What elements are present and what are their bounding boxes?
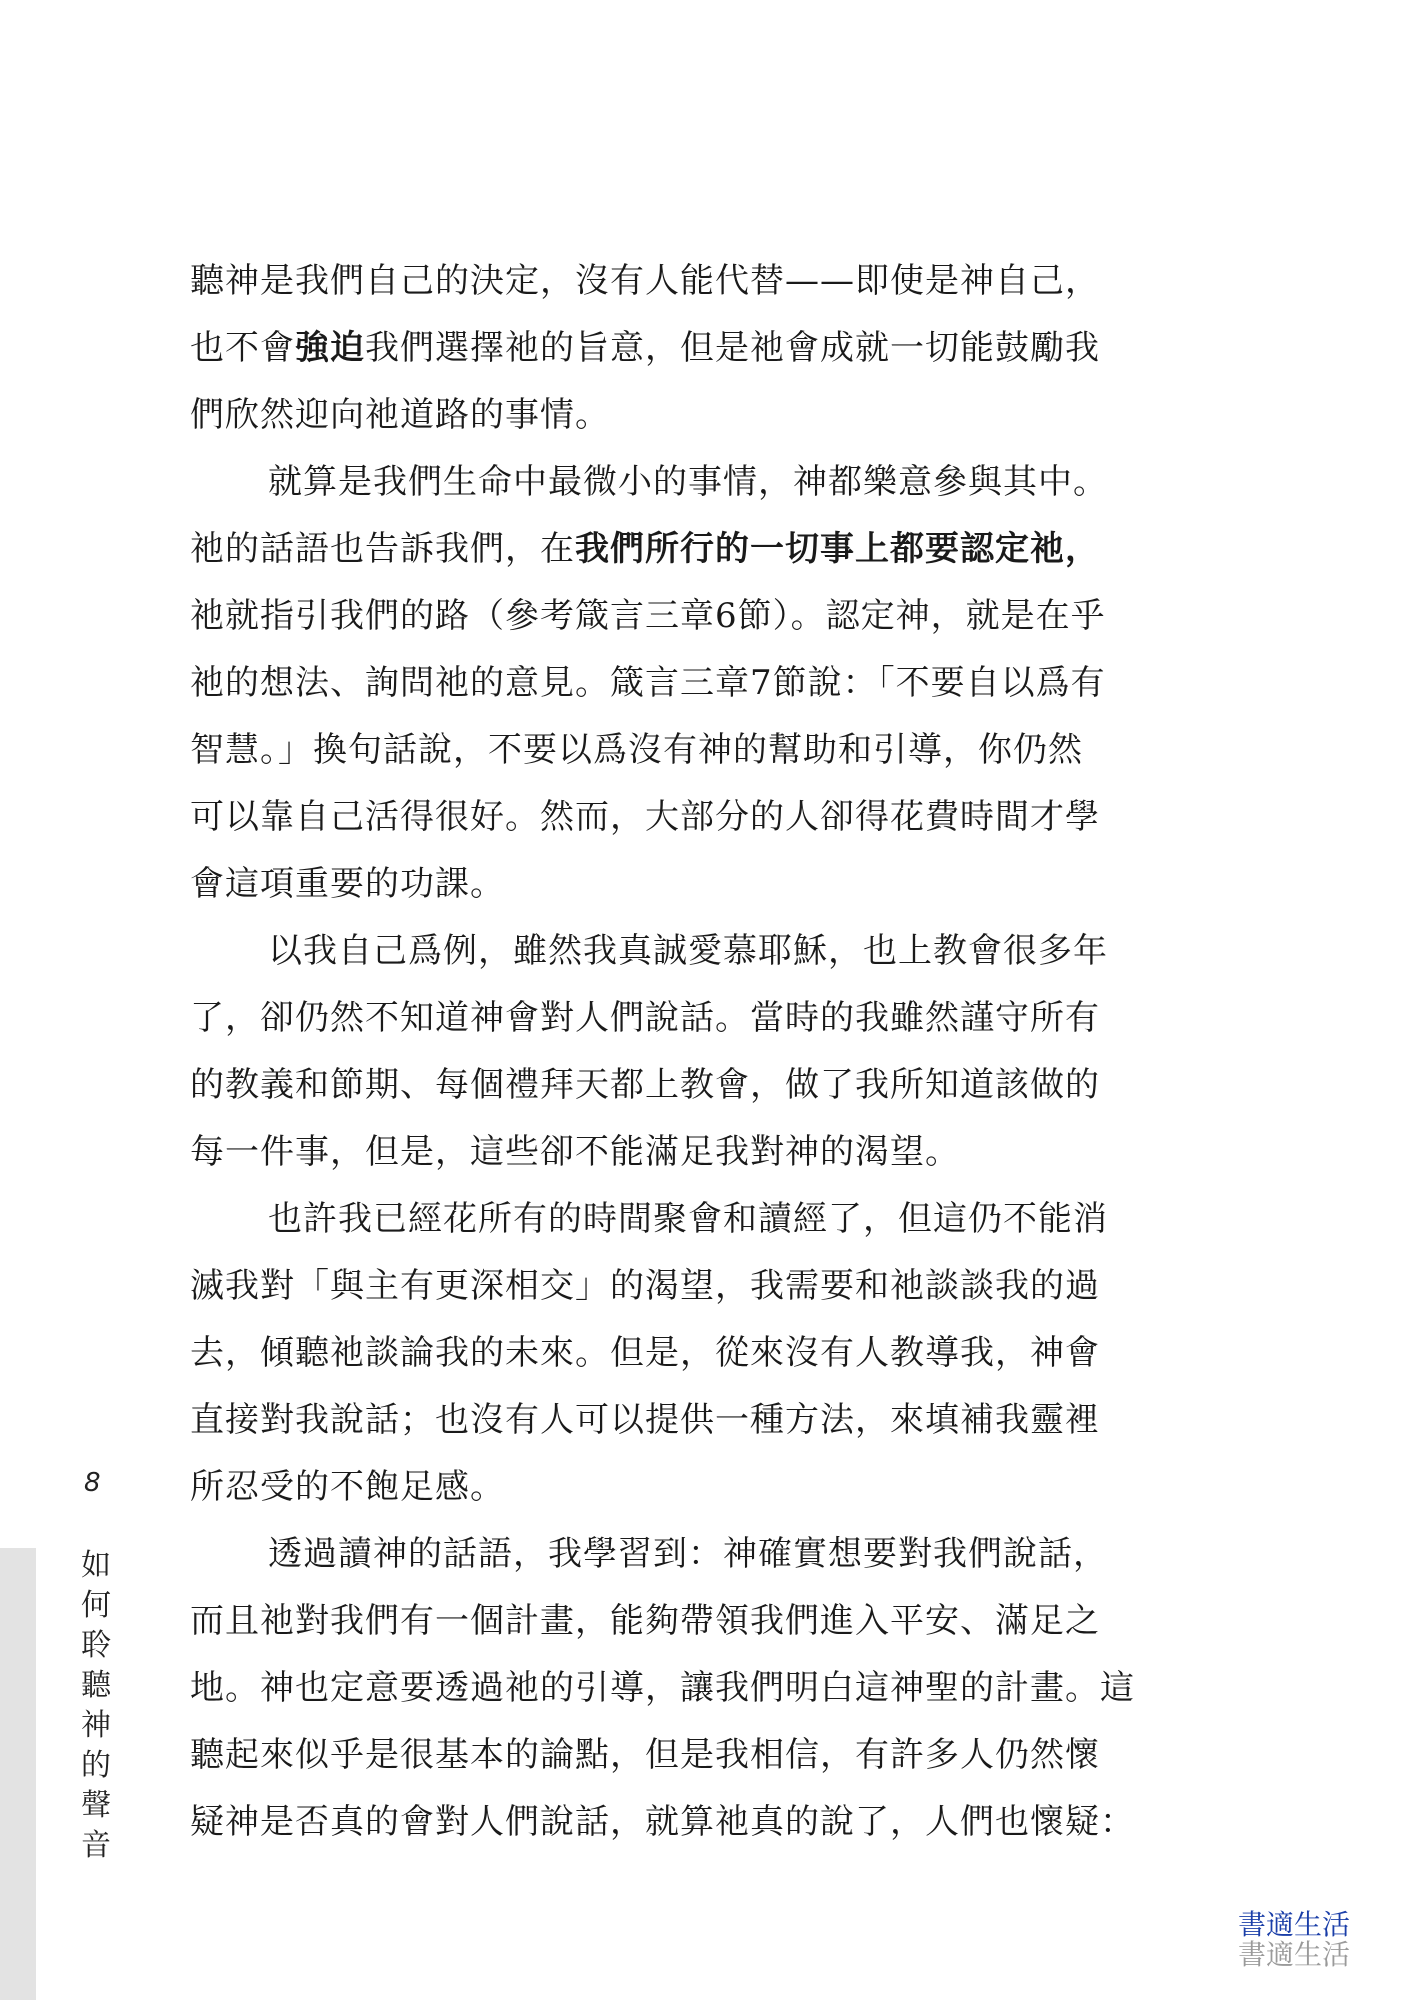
text-line: 地。神也定意要透過祂的引導，讓我們明白這神聖的計畫。這 [190, 1668, 1135, 1708]
watermark-line: 書適生活 [1237, 1908, 1350, 1941]
text-line: 去，傾聽祂談論我的未來。但是，從來沒有人教導我，神會 [190, 1333, 1100, 1373]
text-line: 了，卻仍然不知道神會對人們說話。當時的我雖然謹守所有 [190, 998, 1100, 1038]
running-book-title: 如何聆聽神的聲音 [81, 1548, 111, 1863]
page-number: 8 [84, 1468, 101, 1498]
side-tab-bar [0, 1548, 36, 2000]
body-text [190, 248, 1220, 1856]
watermark-line: 書適生活 [1237, 1938, 1350, 1971]
text-line: 祂就指引我們的路（參考箴言三章6節）。認定神，就是在乎 [190, 596, 1106, 636]
emphasis-text: 我們所行的一切事上都要認定祂， [575, 529, 1100, 569]
text-line: 祂的想法、詢問祂的意見。箴言三章7節說：「不要自以爲有 [190, 663, 1106, 703]
text-line: 就算是我們生命中最微小的事情，神都樂意參與其中。 [268, 462, 1108, 502]
watermark [1238, 1910, 1350, 1970]
text-line: 而且祂對我們有一個計畫，能夠帶領我們進入平安、滿足之 [190, 1601, 1100, 1641]
text-line: 以我自己爲例，雖然我真誠愛慕耶穌，也上教會很多年 [268, 931, 1108, 971]
text-line: 會這項重要的功課。 [190, 864, 505, 904]
text-line: 的教義和節期、每個禮拜天都上教會，做了我所知道該做的 [190, 1065, 1100, 1105]
text-line: 智慧。」換句話說，不要以爲沒有神的幫助和引導，你仍然 [190, 730, 1083, 770]
text-line: 直接對我說話；也沒有人可以提供一種方法，來填補我靈裡 [190, 1400, 1100, 1440]
emphasis-text: 強迫 [295, 328, 365, 368]
text-line: 疑神是否真的會對人們說話，就算祂真的說了，人們也懷疑： [190, 1802, 1135, 1842]
text-line: 所忍受的不飽足感。 [190, 1467, 505, 1507]
text-line: 可以靠自己活得很好。然而，大部分的人卻得花費時間才學 [190, 797, 1100, 837]
text-line: 們欣然迎向祂道路的事情。 [190, 395, 610, 435]
text-line: 也不會強迫我們選擇祂的旨意，但是祂會成就一切能鼓勵我 [190, 328, 1100, 368]
text-line: 聽起來似乎是很基本的論點，但是我相信，有許多人仍然懷 [190, 1735, 1100, 1775]
text-line: 每一件事，但是，這些卻不能滿足我對神的渴望。 [190, 1132, 960, 1172]
text-line: 透過讀神的話語，我學習到：神確實想要對我們說話， [268, 1534, 1108, 1574]
text-line: 聽神是我們自己的決定，沒有人能代替——即使是神自己， [190, 261, 1100, 301]
text-line: 祂的話語也告訴我們，在我們所行的一切事上都要認定祂， [190, 529, 1100, 569]
text-line: 滅我對「與主有更深相交」的渴望，我需要和祂談談我的過 [190, 1266, 1100, 1306]
text-line: 也許我已經花所有的時間聚會和讀經了，但這仍不能消 [268, 1199, 1108, 1239]
